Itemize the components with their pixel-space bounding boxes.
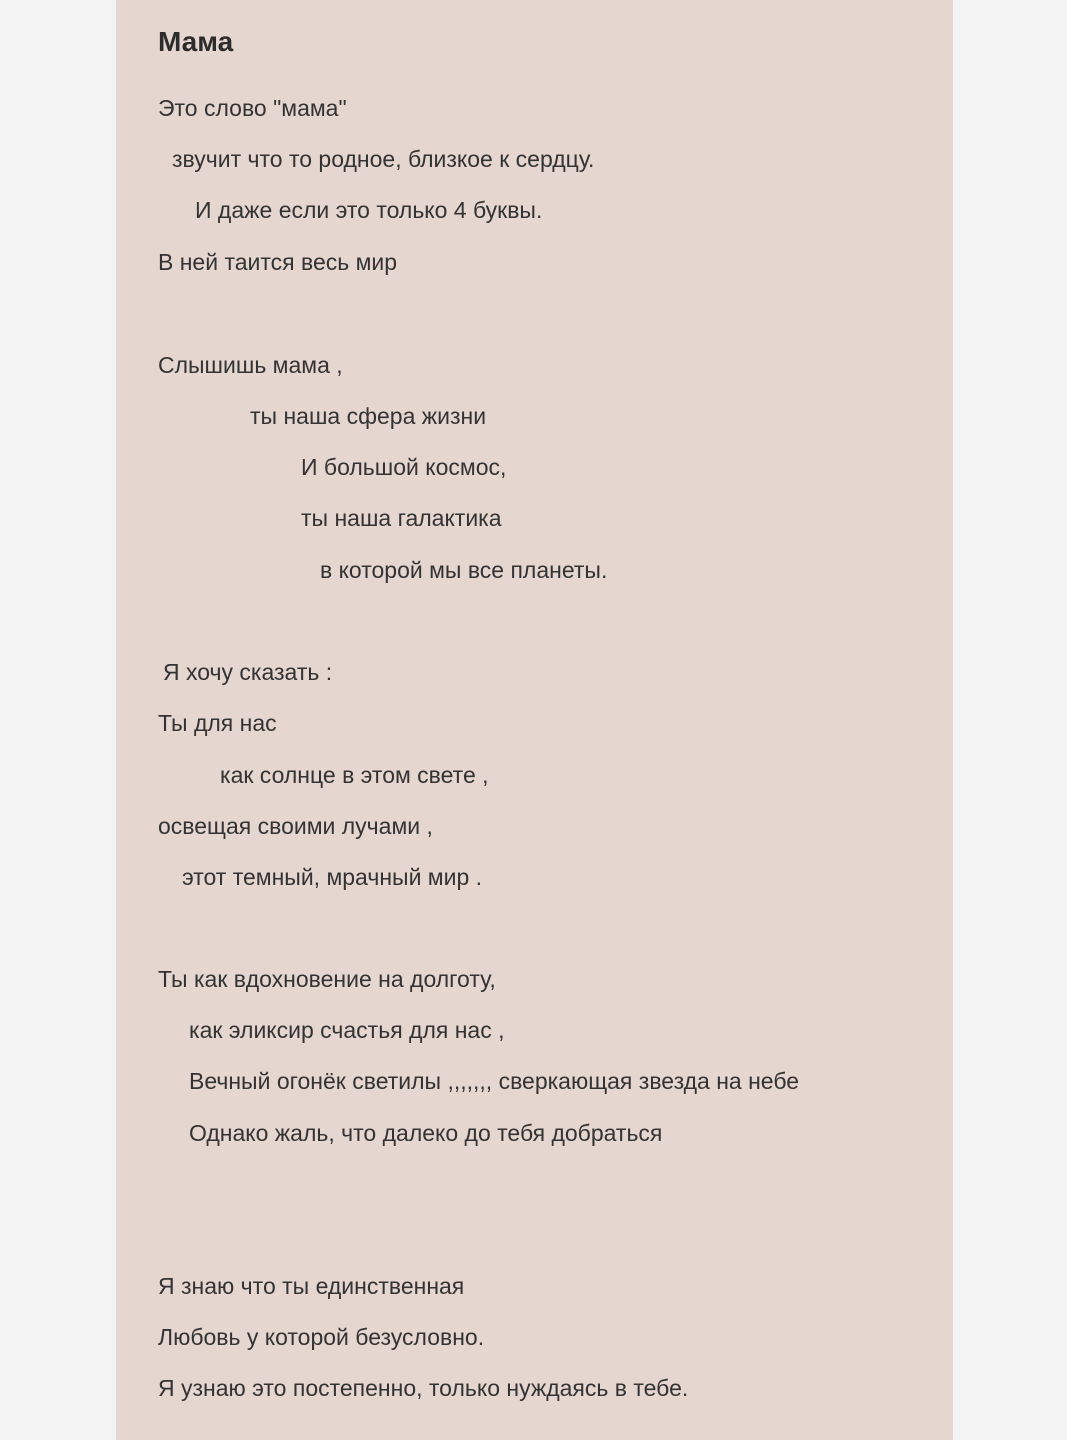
poem-line: этот темный, мрачный мир . — [182, 864, 483, 890]
poem-line: как эликсир счастья для нас , — [189, 1017, 505, 1043]
poem-line: как солнце в этом свете , — [220, 762, 489, 788]
poem-line: ты наша галактика — [301, 505, 502, 531]
poem-line: Слышишь мама , — [158, 352, 343, 378]
poem-line: Однако жаль, что далеко до тебя добраться — [189, 1120, 663, 1146]
poem-line: И даже если это только 4 буквы. — [195, 197, 543, 223]
poem-line: в которой мы все планеты. — [320, 557, 608, 583]
poem-line: В ней таится весь мир — [158, 249, 398, 275]
poem-line: Я знаю что ты единственная — [158, 1273, 465, 1299]
poem-line: Вечный огонёк светилы ,,,,,,, сверкающая звезда на небе — [189, 1068, 800, 1094]
poem-line: Ты для нас — [158, 710, 277, 736]
poem-line: звучит что то родное, близкое к сердцу. — [172, 146, 595, 172]
poem-line: Я хочу сказать : — [163, 659, 333, 685]
poem-line: Любовь у которой безусловно. — [158, 1324, 485, 1350]
poem-title: Мама — [158, 26, 234, 57]
poem-line: Это слово "мама" — [158, 95, 347, 121]
poem-line: И большой космос, — [301, 454, 507, 480]
poem-line: освещая своими лучами , — [158, 813, 433, 839]
poem-line: Ты как вдохновение на долготу, — [158, 966, 496, 992]
poem-line: Я узнаю это постепенно, только нуждаясь в тебе. — [158, 1375, 689, 1401]
poem-line: ты наша сфера жизни — [250, 403, 487, 429]
